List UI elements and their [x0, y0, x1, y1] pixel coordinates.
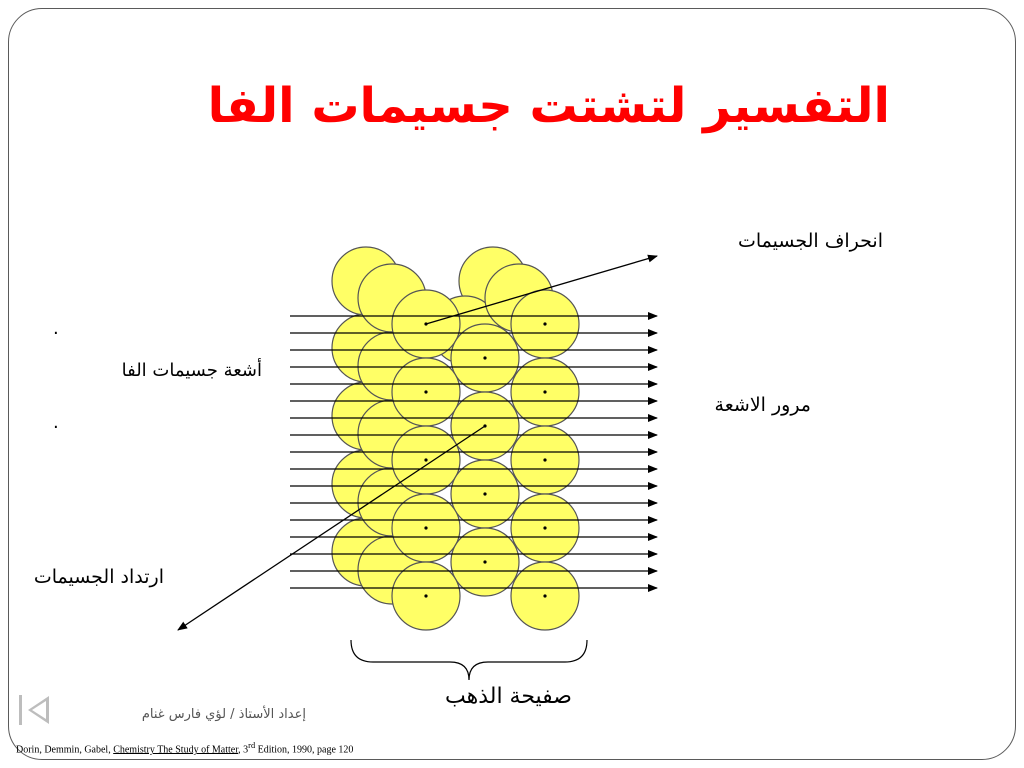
- slide-title: التفسير لتشتت جسيمات الفا: [207, 78, 890, 134]
- rebound-label: ارتداد الجسيمات: [33, 566, 164, 588]
- gold-atoms-front: [392, 290, 579, 630]
- citation-edition-suffix: Edition, 1990, page 120: [255, 744, 354, 756]
- citation: [16, 741, 353, 755]
- citation-edition-sup: rd: [248, 741, 256, 750]
- gold-foil-brace: [351, 640, 587, 680]
- citation-book-title: Chemistry The Study of Matter: [113, 744, 239, 756]
- bullet-dot: .: [53, 318, 59, 339]
- citation-authors: Dorin, Demmin, Gabel,: [16, 744, 111, 756]
- pass-through-label: مرور الاشعة: [714, 394, 811, 416]
- gold-foil-label: صفيحة الذهب: [444, 684, 572, 709]
- first-slide-icon: [16, 692, 54, 730]
- first-slide-button[interactable]: [16, 692, 54, 730]
- citation-edition-prefix: , 3: [238, 744, 249, 756]
- author-credit: إعداد الأستاذ / لؤي فارس غنام: [141, 707, 306, 722]
- deflection-label: انحراف الجسيمات: [737, 230, 883, 252]
- bullet-dot: .: [53, 412, 59, 433]
- alpha-rays-label: أشعة جسيمات الفا: [121, 360, 262, 381]
